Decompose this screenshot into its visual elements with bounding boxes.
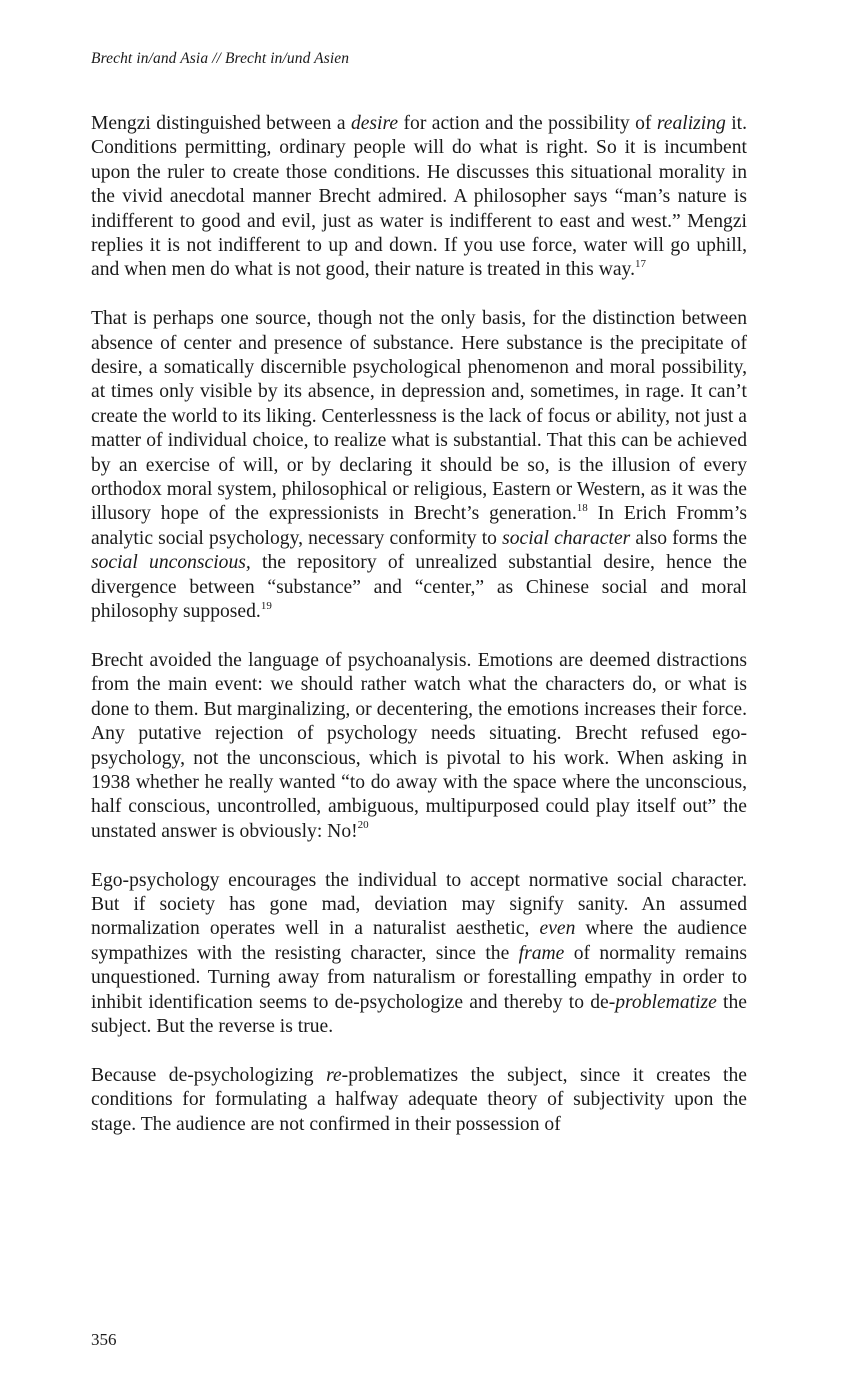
footnote-ref: 19 (260, 599, 272, 612)
body-text (91, 112, 747, 1161)
running-head: Brecht in/and Asia // Brecht in/und Asien (91, 50, 350, 67)
paragraph-3: Brecht avoided the language of psychoanalysis. Emotions are deemed distractions from the main event: we should rather watch what the characters do, or what is done to them. But marginalizing, or decentering, the emotions increases their force. Any putative rejection of psychology needs situating. Brecht refused ego-psychology, not the unconscious, which is pivotal to his work. When asking in 1938 whether he really wanted “to do away with the space where the unconscious, half conscious, uncontrolled, ambiguous, multipurposed could play itself out” the unstated answer is obviously: No!$^{20}$ (91, 649, 747, 842)
paragraph-5: Because de-psychologizing re-problematizes the subject, since it creates the conditions for formulating a halfway adequate theory of subjectivity upon the stage. The audience are not confirmed in their possession of (91, 1064, 747, 1135)
footnote-ref: 18 (576, 501, 588, 514)
paragraph-4: Ego-psychology encourages the individual to accept normative social character. But if society has gone mad, deviation may signify sanity. An assumed normalization operates well in a naturalist aesthetic, even where the audience sympathizes with the resisting character, since the frame of normality remains unquestioned. Turning away from naturalism or forestalling empathy in order to inhibit identification seems to de-psychologize and thereby to de-problematize the subject. But the reverse is true. (91, 869, 747, 1037)
footnote-ref: 20 (357, 819, 369, 832)
paragraph-2: That is perhaps one source, though not the only basis, for the distinction between absence of center and presence of substance. Here substance is the precipitate of desire, a somatically discernible psychological phenomenon and moral possibility, at times only visible by its absence, in depression and, sometimes, in rage. It can’t create the world to its liking. Centerlessness is the lack of focus or ability, not just a matter of individual choice, to realize what is substantial. That this can be achieved by an exercise of will, or by declaring it should be so, is the illusion of every orthodox moral system, philosophical or religious, Eastern or Western, as it was the illusory hope of the expressionists in Brecht’s generation.$^{18}$ In Erich Fromm’s analytic social psychology, necessary conformity to social character also forms the social unconscious, the repository of unrealized substantial desire, hence the divergence between “substance” and “center,” as Chinese social and moral philosophy supposed.$^{19}$ (91, 308, 747, 623)
page-number: 356 (91, 1330, 117, 1349)
footnote-ref: 17 (634, 257, 646, 270)
paragraph-1: Mengzi distinguished between a desire for action and the possibility of realizing it. Conditions permitting, ordinary people will do what is right. So it is incumbent upon the ruler to create those conditions. He discusses this situational morality in the vivid anecdotal manner Brecht admired. A philosopher says “man’s nature is indifferent to good and evil, just as water is indifferent to east and west.” Mengzi replies it is not indifferent to up and down. If you use force, water will go uphill, and when men do what is not good, their nature is treated in this way.$^{17}$ (91, 113, 747, 281)
